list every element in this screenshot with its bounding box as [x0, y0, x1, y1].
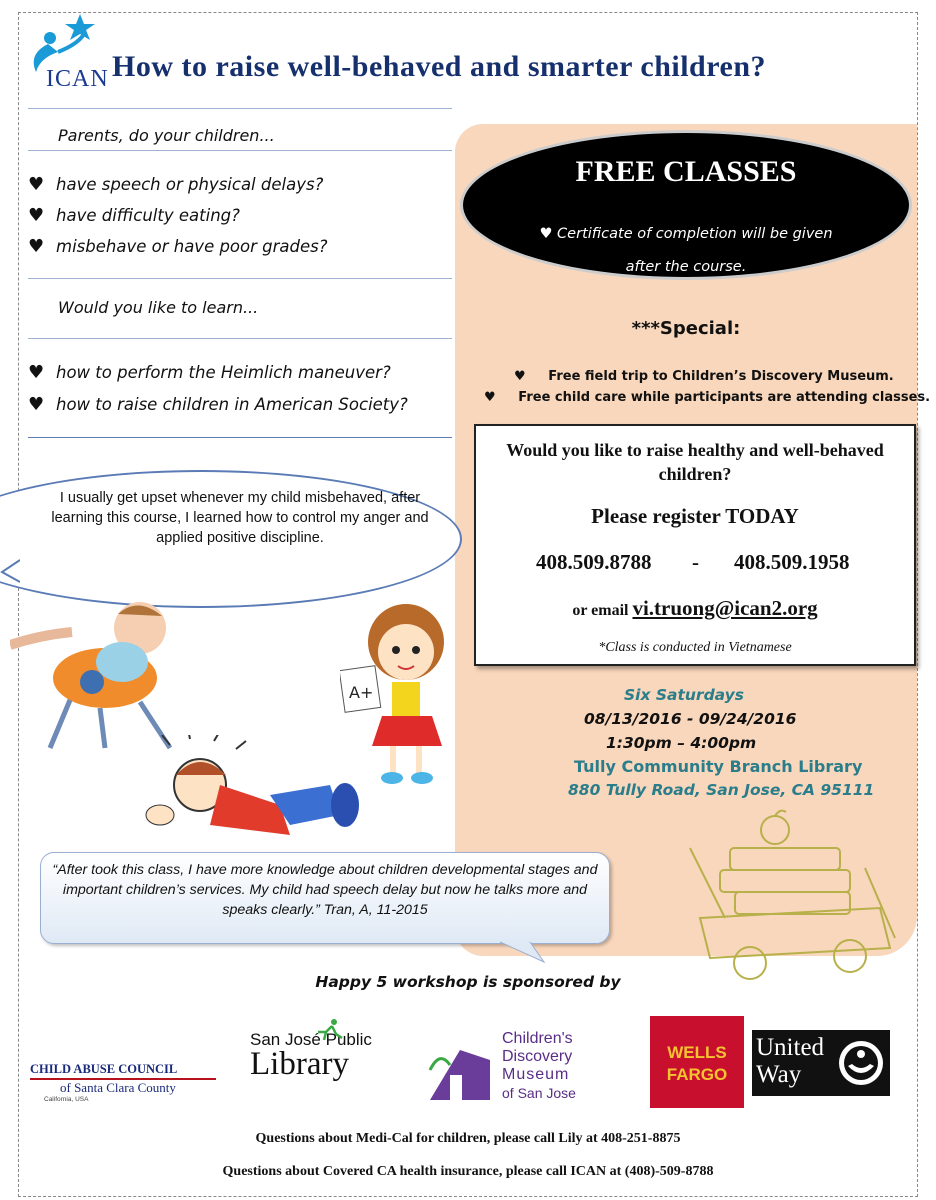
- boy-tantrum-icon: [140, 735, 360, 845]
- runner-icon: [314, 1018, 344, 1040]
- heart-icon: ♥: [28, 362, 45, 383]
- museum-building-icon: [420, 1030, 500, 1110]
- child-abuse-council-logo: CHILD ABUSE COUNCIL of Santa Clara County California, USA: [30, 1062, 216, 1103]
- sponsor-heading: Happy 5 workshop is sponsored by: [315, 973, 621, 991]
- phone-number[interactable]: 408.509.8788: [536, 550, 652, 574]
- logo-text: ICAN: [46, 66, 109, 92]
- heart-icon: ♥: [28, 236, 45, 257]
- phone-number[interactable]: 408.509.1958: [734, 550, 850, 574]
- register-today: Please register TODAY: [591, 504, 799, 528]
- schedule-dates: 08/13/2016 - 09/24/2016: [584, 710, 797, 728]
- schedule-place: Tully Community Branch Library: [574, 757, 863, 776]
- certificate-note: ♥ Certificate of completion will be given after the course.: [539, 226, 833, 275]
- heart-icon: ♥: [28, 205, 45, 226]
- san-jose-library-logo: San José Public Library: [250, 1030, 390, 1083]
- divider: [28, 108, 452, 109]
- footer-medical: Questions about Medi-Cal for children, please call Lily at 408-251-8875: [255, 1131, 681, 1146]
- schedule-days: Six Saturdays: [624, 686, 744, 704]
- language-note: *Class is conducted in Vietnamese: [598, 640, 792, 655]
- bubble-tail-icon: [500, 940, 550, 966]
- baby-highchair-icon: [10, 600, 200, 750]
- question-children: Parents, do your children...: [58, 126, 275, 145]
- wells-fargo-logo: WELLS FARGO: [650, 1016, 744, 1108]
- email-link[interactable]: vi.truong@ican2.org: [632, 596, 818, 620]
- registration-box: [474, 424, 916, 666]
- book-cart-icon: [680, 808, 910, 988]
- register-question: Would you like to raise healthy and well-behaved children?: [506, 440, 884, 484]
- phone-separator: -: [692, 550, 699, 574]
- page-title: How to raise well-behaved and smarter children?: [112, 50, 767, 83]
- question-learn: Would you like to learn...: [58, 298, 259, 317]
- schedule-address: 880 Tully Road, San Jose, CA 95111: [568, 781, 875, 799]
- special-item: ♥ Free child care while participants are attending classes.: [484, 390, 931, 405]
- divider: [28, 338, 452, 339]
- testimonial-quote: “After took this class, I have more knowledge about children developmental stages and important children’s services. My child had speech delay but now he talks more and speaks clearly.” Tran, A, 11-2015: [52, 862, 598, 918]
- childrens-discovery-museum-logo: Children's Discovery Museum of San Jose: [420, 1030, 620, 1110]
- footer-covered-ca: Questions about Covered CA health insurance, please call ICAN at (408)-509-8788: [222, 1164, 714, 1179]
- email-line: or email vi.truong@ican2.org: [572, 596, 818, 620]
- list-item: ♥ have speech or physical delays?: [28, 174, 324, 195]
- list-item: ♥ misbehave or have poor grades?: [28, 236, 328, 257]
- list-item: ♥ have difficulty eating?: [28, 205, 240, 226]
- heart-icon: ♥: [28, 174, 45, 195]
- ican-logo: [18, 14, 110, 94]
- divider: [28, 437, 452, 438]
- united-way-hand-icon: [836, 1038, 886, 1088]
- list-item: ♥ how to raise children in American Society?: [28, 394, 408, 415]
- divider: [28, 278, 452, 279]
- heart-icon: ♥: [514, 369, 526, 384]
- list-item: ♥ how to perform the Heimlich maneuver?: [28, 362, 391, 383]
- free-classes-heading: FREE CLASSES: [575, 155, 797, 188]
- bubble-tail-icon: [0, 558, 20, 584]
- heart-icon: ♥: [484, 390, 496, 405]
- grade-label: A+: [349, 683, 374, 702]
- special-heading: ***Special:: [631, 318, 741, 339]
- special-item: ♥ Free field trip to Children’s Discovery Museum.: [514, 369, 894, 384]
- divider: [28, 150, 452, 151]
- schedule-time: 1:30pm – 4:00pm: [606, 734, 757, 752]
- united-way-logo: United Way: [752, 1030, 890, 1096]
- heart-icon: ♥: [28, 394, 45, 415]
- testimonial-quote: I usually get upset whenever my child misbehaved, after learning this course, I learned how to control my anger and applied positive discipline.: [51, 490, 429, 546]
